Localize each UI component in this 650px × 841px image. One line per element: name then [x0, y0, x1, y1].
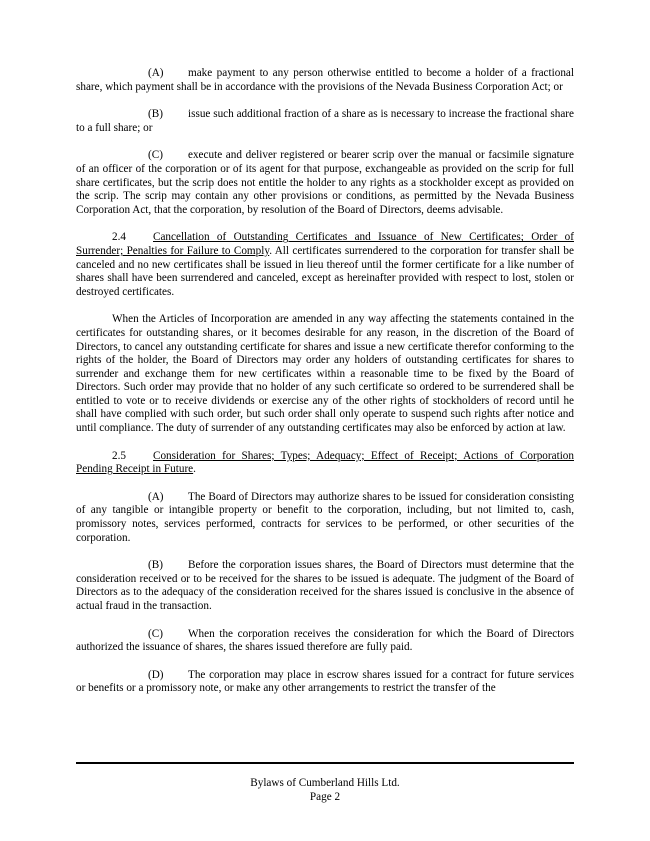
paragraph-c-scrip: [76, 149, 574, 217]
section-number: 2.5: [112, 449, 126, 462]
page-body: [76, 67, 574, 710]
paragraph-b-adequacy: [76, 559, 574, 613]
paragraph-text: The corporation may place in escrow shares issued for a contract for future services or benefits or a promissory note, or make any other arrangements to restrict the transfer of the: [76, 668, 574, 695]
paragraph-a-fractional-payment: [76, 67, 574, 94]
section-2-5: [76, 450, 574, 477]
paragraph-a-consideration-types: [76, 491, 574, 545]
section-2-4: [76, 231, 574, 299]
paragraph-b-additional-fraction: [76, 108, 574, 135]
paragraph-amendment-surrender: [76, 313, 574, 435]
item-label: (D): [148, 668, 164, 681]
item-label: (B): [148, 559, 163, 572]
footer-divider: [76, 762, 574, 764]
paragraph-text: When the corporation receives the consideration for which the Board of Directors authorized the issuance of shares, the shares issued therefore are fully paid.: [76, 627, 574, 654]
paragraph-text: issue such additional fraction of a share as is necessary to increase the fractional share to a full share; or: [76, 108, 574, 134]
section-heading: Cancellation of Outstanding Certificates and Issuance of New Certificates; Order of Surrender; Penalties for Failure to Comply: [76, 231, 574, 257]
paragraph-text: When the Articles of Incorporation are amended in any way affecting the statements contained in the certificates for outstanding shares, or it becomes desirable for any reason, in the discretion of the Board of Directors, to cancel any outstanding certificate for shares and issue a new certificate therefor conforming to the rights of the holder, the Board of Directors may order any holders of outstanding certificates for shares to surrender and exchange them for new certificates within a reasonable time to be fixed by the Board of Directors. Such order may provide that no holder of any such certificate so ordered to be surrendered shall be entitled to vote or to receive dividends or exercise any of the other rights of stockholders of record until he shall have complied with such order, but such order shall only operate to suspend such rights after notice and until compliance. The duty of surrender of any outstanding certificates may also be enforced by action at law.: [76, 313, 574, 435]
paragraph-c-fully-paid: [76, 628, 574, 655]
section-heading: Consideration for Shares; Types; Adequacy; Effect of Receipt; Actions of Corporation Pending Receipt in Future: [76, 449, 574, 476]
paragraph-text: .: [193, 463, 196, 476]
item-label: (C): [148, 149, 163, 162]
paragraph-text: The Board of Directors may authorize shares to be issued for consideration consisting of any tangible or intangible property or benefit to the corporation, including, but not limited to, cash, promissory notes, services performed, contracts for services to be performed, or other securities of the corporation.: [76, 490, 574, 544]
item-label: (B): [148, 108, 163, 121]
paragraph-text: execute and deliver registered or bearer scrip over the manual or facsimile signature of an officer of the corporation or of its agent for that purpose, exchangeable as provided on the scrip for full share certificates, but the scrip does not entitle the holder to any rights as a stockholder except as provided on the scrip. The scrip may contain any other provisions or conditions, as permitted by the Nevada Business Corporation Act, that the corporation, by resolution of the Board of Directors, deems advisable.: [76, 149, 574, 216]
item-label: (A): [148, 490, 164, 503]
item-label: (A): [148, 67, 164, 79]
page-number: Page 2: [309, 791, 341, 803]
section-number: 2.4: [112, 231, 126, 244]
paragraph-text: . All certificates surrendered to the corporation for transfer shall be canceled and no new certificates shall be issued in lieu thereof until the former certificate for a like number of shares shall have been surrendered and canceled, except as hereinafter provided with respect to lost, stolen or destroyed certificates.: [76, 244, 574, 298]
paragraph-text: Before the corporation issues shares, the Board of Directors must determine that the consideration received or to be received for the shares to be issued is adequate. The judgment of the Board of Directors as to the adequacy of the consideration received for the shares issued is conclusive in the absence of actual fraud in the transaction.: [76, 559, 574, 612]
paragraph-text: make payment to any person otherwise entitled to become a holder of a fractional share, which payment shall be in accordance with the provisions of the Nevada Business Corporation Act; or: [76, 67, 574, 93]
item-label: (C): [148, 627, 163, 640]
page-footer: [76, 776, 574, 804]
footer-title: Bylaws of Cumberland Hills Ltd.: [250, 777, 400, 789]
paragraph-d-escrow: [76, 669, 574, 696]
